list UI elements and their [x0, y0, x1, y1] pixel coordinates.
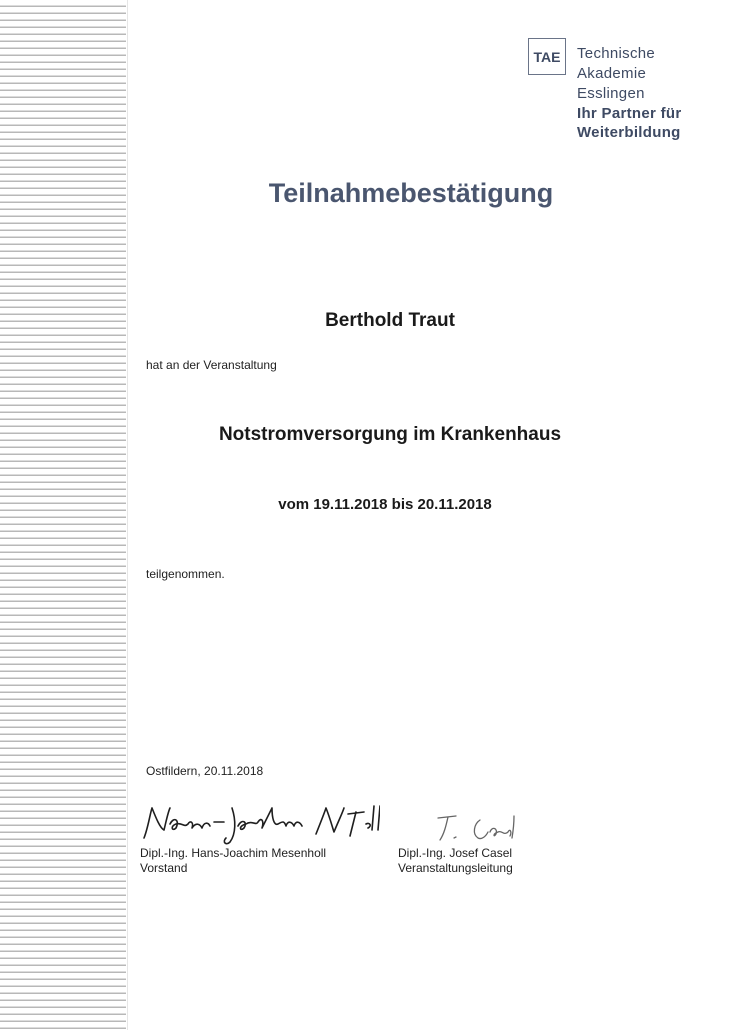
signer-left-name: Dipl.-Ing. Hans-Joachim Mesenholl — [140, 846, 327, 860]
signer-right-name: Dipl.-Ing. Josef Casel — [398, 846, 513, 860]
event-dates: vom 19.11.2018 bis 20.11.2018 — [278, 496, 492, 513]
logo-line-akademie: Akademie — [577, 65, 647, 82]
signer-right — [398, 846, 513, 876]
logo-tagline-weiterbildung: Weiterbildung — [577, 124, 681, 141]
participant-name: Berthold Traut — [325, 310, 455, 331]
outro-text: teilgenommen. — [146, 567, 225, 581]
decorative-stripe-border — [0, 0, 126, 1030]
logo-line-technische: Technische — [577, 45, 656, 62]
logo-tagline-partner: Ihr Partner für — [577, 105, 682, 122]
document-title: Teilnahmebestätigung — [268, 178, 554, 208]
signer-right-role: Veranstaltungsleitung — [398, 861, 513, 875]
logo-line-esslingen: Esslingen — [577, 85, 645, 102]
signature-casel — [428, 810, 528, 846]
intro-text: hat an der Veranstaltung — [146, 358, 277, 372]
signer-left-role: Vorstand — [140, 861, 188, 875]
place-and-date: Ostfildern, 20.11.2018 — [146, 764, 264, 778]
event-title: Notstromversorgung im Krankenhaus — [218, 424, 562, 445]
tae-logo-box: TAE — [528, 38, 566, 75]
signature-mesenholl — [140, 800, 380, 848]
signer-left — [140, 846, 326, 876]
margin-divider — [127, 0, 128, 1030]
